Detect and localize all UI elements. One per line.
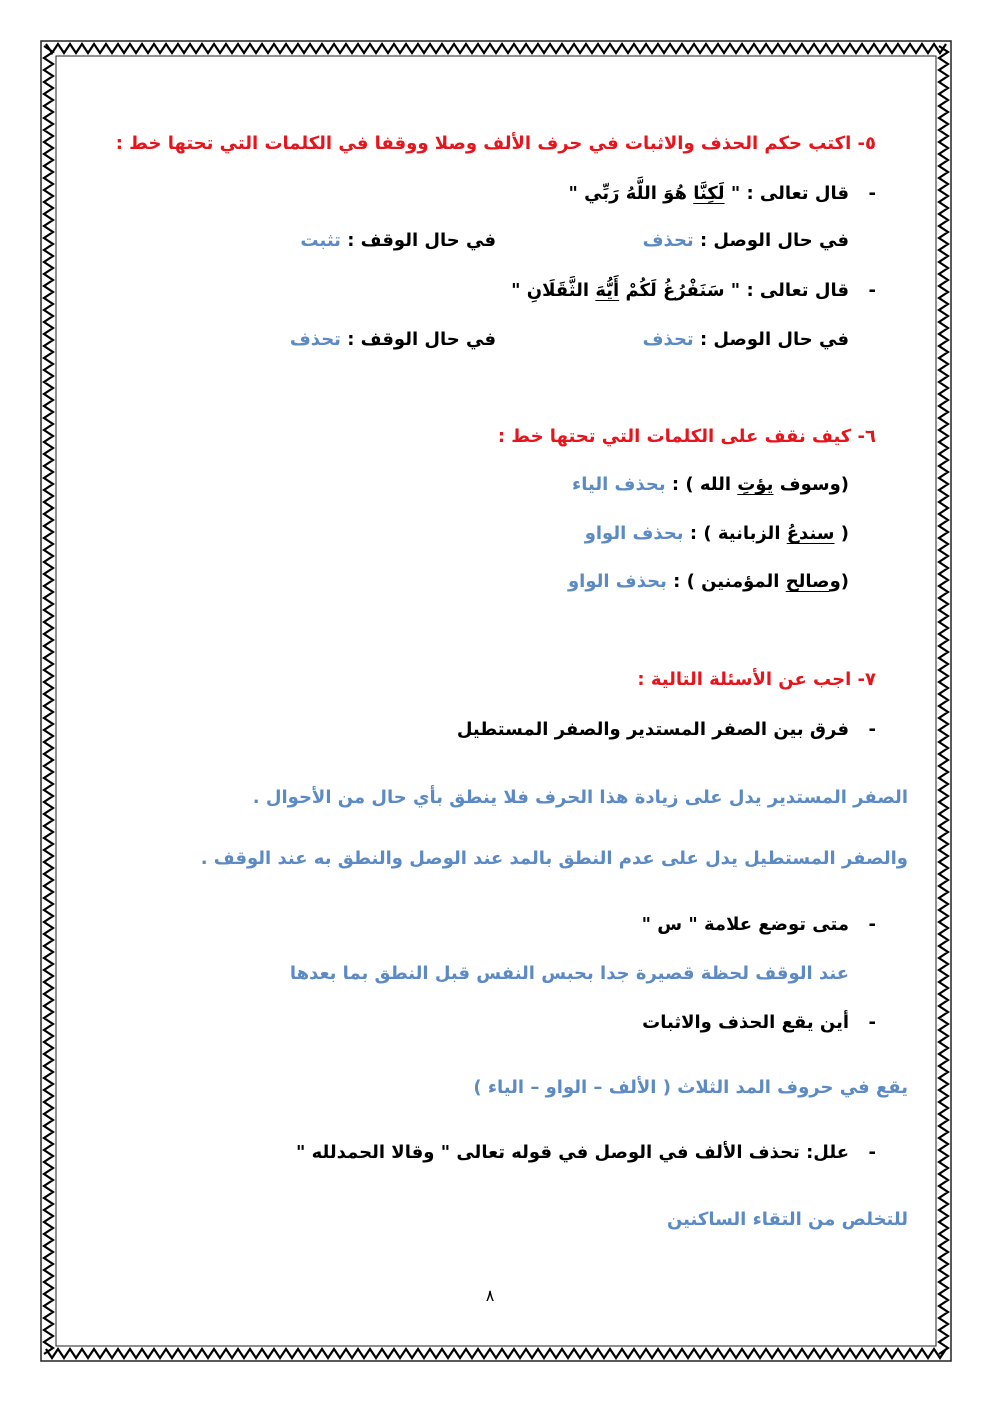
q6-line2-a: ( xyxy=(834,523,849,544)
q6-line1-b: الله ) : xyxy=(671,474,738,495)
q5-item2-dash: - xyxy=(868,280,876,301)
q5-item1-waqf xyxy=(300,228,496,254)
q5-item2-waqf-label: في حال الوقف : xyxy=(347,329,496,350)
q6-line2-b: الزبانية ) : xyxy=(689,523,787,544)
q5-item2-wasl-answer: تحذف xyxy=(642,329,694,350)
q5-item2-prefix: قال تعالى : " سَنَفْرُغُ لَكُمْ xyxy=(619,280,849,301)
q5-item2-wasl-label: في حال الوصل : xyxy=(699,329,849,350)
q6-line1-a: (وسوف xyxy=(773,474,849,495)
q5-item2-question xyxy=(511,278,849,304)
q5-item1-wasl xyxy=(643,228,849,254)
q6-line3-b: المؤمنين ) : xyxy=(673,571,786,592)
q5-item1-wasl-label: في حال الوصل : xyxy=(699,230,849,251)
q5-item2-suffix: الثَّقَلَانِ " xyxy=(511,280,596,301)
q5-item2-underlined-word: أَيُّهَ xyxy=(595,280,620,301)
q5-item1-waqf-label: في حال الوقف : xyxy=(347,230,496,251)
q7-title: ٧- اجب عن الأسئلة التالية : xyxy=(637,669,876,690)
q5-item1-underlined-word: لَكِنَّا xyxy=(693,183,725,204)
q7-s1-dash: - xyxy=(868,719,876,740)
q5-item1-wasl-answer: تحذف xyxy=(642,230,694,251)
q6-line3-answer: بحذف الواو xyxy=(567,571,667,592)
q6-line1-answer: بحذف الياء xyxy=(572,474,666,495)
q6-line2-answer: بحذف الواو xyxy=(584,523,684,544)
q5-item2-waqf xyxy=(290,327,496,353)
q7-s1-answer2: والصفر المستطيل يدل على عدم النطق بالمد عند الوصل والنطق به عند الوقف . xyxy=(200,848,908,869)
q5-item1-question xyxy=(568,181,849,207)
q7-s3-dash: - xyxy=(868,1012,876,1033)
q6-line2 xyxy=(585,521,849,547)
q5-item2-waqf-answer: تحذف xyxy=(289,329,341,350)
q5-title: ٥- اكتب حكم الحذف والاثبات في حرف الألف وصلا ووقفا في الكلمات التي تحتها خط : xyxy=(115,133,876,154)
q7-s4-answer: للتخلص من التقاء الساكنين xyxy=(666,1209,908,1230)
q6-line3 xyxy=(568,569,849,595)
q7-s2-question: متى توضع علامة " س " xyxy=(641,914,849,935)
q7-s4-dash: - xyxy=(868,1142,876,1163)
q7-s3-answer: يقع في حروف المد الثلاث ( الألف – الواو – الياء ) xyxy=(473,1077,908,1098)
q7-s3-question: أين يقع الحذف والاثبات xyxy=(642,1012,849,1033)
q6-line1-underlined-word: يؤتِ xyxy=(737,474,774,495)
q7-s2-dash: - xyxy=(868,914,876,935)
q7-s1-question: فرق بين الصفر المستدير والصفر المستطيل xyxy=(456,719,849,740)
q6-line3-underlined-word: صالح xyxy=(785,571,830,592)
q7-s1-answer1: الصفر المستدير يدل على زيادة هذا الحرف فلا ينطق بأي حال من الأحوال . xyxy=(252,787,908,808)
q7-s4-question: علل: تحذف الألف في الوصل في قوله تعالى " وقالا الحمدلله " xyxy=(296,1142,849,1163)
q5-item2-wasl xyxy=(643,327,849,353)
q5-item1-waqf-answer: تثبت xyxy=(300,230,341,251)
q5-item1-dash: - xyxy=(868,183,876,204)
page-number: ٨ xyxy=(485,1286,495,1305)
q6-title: ٦- كيف نقف على الكلمات التي تحتها خط : xyxy=(497,426,876,447)
q6-line2-underlined-word: سندعُ xyxy=(786,523,835,544)
q7-s2-answer: عند الوقف لحظة قصيرة جدا بحبس النفس قبل النطق بما بعدها xyxy=(289,963,849,984)
q6-line1 xyxy=(572,472,849,498)
q6-line3-a: (و xyxy=(829,571,849,592)
q5-item1-suffix: هُوَ اللَّهُ رَبِّي " xyxy=(568,183,694,204)
q5-item1-prefix: قال تعالى : " xyxy=(724,183,849,204)
